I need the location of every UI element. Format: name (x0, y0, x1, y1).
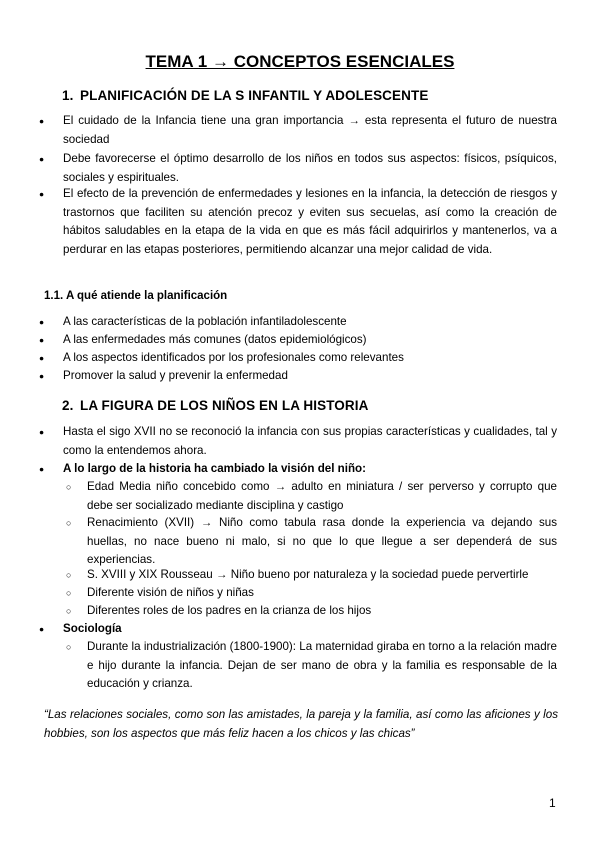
section-1-number: 1. (62, 88, 74, 103)
subsection-1-1-heading: 1.1. A qué atiende la planificación (44, 290, 228, 302)
history-sub-bullet: ○ Diferente visión de niños y niñas (87, 584, 557, 603)
section-1-bullet: ● El cuidado de la Infancia tiene una gran importancia → esta representa el futuro de nuestra sociedad (63, 112, 557, 149)
section-2-heading (62, 398, 368, 413)
page-title: TEMA 1 → CONCEPTOS ESENCIALES (145, 52, 455, 71)
closing-quote: “Las relaciones sociales, como son las amistades, la pareja y la familia, así como las aficiones y los hobbies, son los aspectos que más feliz hacen a los chicos y las chicas” (44, 708, 558, 740)
section-2-bullet: ● Hasta el sigo XVII no se reconoció la infancia con sus propias características y cualidades, tal y como la entendemos ahora. (63, 423, 557, 460)
page-number: 1 (549, 796, 556, 810)
history-sub-bullet: ○ Renacimiento (XVII) → Niño como tabula rasa donde la experiencia va dejando sus huellas, no nace bueno ni malo, si no que lo que llegue a ser dependerá de sus experiencias. (87, 514, 557, 570)
section-1-title: PLANIFICACIÓN DE LA S INFANTIL Y ADOLESCENTE (80, 88, 429, 103)
history-sub-bullet: ○ Diferentes roles de los padres en la crianza de los hijos (87, 602, 557, 621)
sociologia-sub-bullet: ○ Durante la industrialización (1800-1900): La maternidad giraba en torno a la relación madre e hijo durante la infancia. Dejan de ser mano de obra y la familia es responsable de la educación y crianza. (87, 638, 557, 694)
section-1-bullet: ● El efecto de la prevención de enfermedades y lesiones en la infancia, la detección de riesgos y trastornos que faciliten su atención precoz y eviten sus secuelas, así como la creación de hábitos saludables en la etapa de la vida en que es más fácil adquirirlos y mantenerlos, va a perdurar en las etapas posteriores, permitiendo alcanzar una mejor calidad de vida. (63, 185, 557, 259)
subsection-1-1-bullet: ● A los aspectos identificados por los profesionales como relevantes (63, 349, 557, 368)
section-2-number: 2. (62, 398, 74, 413)
subsection-1-1-bullet: ● A las enfermedades más comunes (datos epidemiológicos) (63, 331, 557, 350)
history-sub-bullet: ○ S. XVIII y XIX Rousseau → Niño bueno por naturaleza y la sociedad puede pervertirle (87, 566, 557, 585)
section-1-bullet: ● Debe favorecerse el óptimo desarrollo de los niños en todos sus aspectos: físicos, psíquicos, sociales y espirituales. (63, 150, 557, 187)
subsection-1-1-bullet: ● Promover la salud y prevenir la enfermedad (63, 367, 557, 386)
subsection-1-1-bullet: ● A las características de la población infantiladolescente (63, 313, 557, 332)
history-sub-bullet: ○ Edad Media niño concebido como → adulto en miniatura / ser perverso y corrupto que debe ser socializado mediante disciplina y castigo (87, 478, 557, 515)
section-1-heading (62, 88, 428, 103)
section-2-bullet-bold: ● A lo largo de la historia ha cambiado la visión del niño: (63, 460, 557, 479)
sociologia-bullet: ● Sociología (63, 620, 557, 639)
section-2-title: LA FIGURA DE LOS NIÑOS EN LA HISTORIA (80, 398, 369, 413)
